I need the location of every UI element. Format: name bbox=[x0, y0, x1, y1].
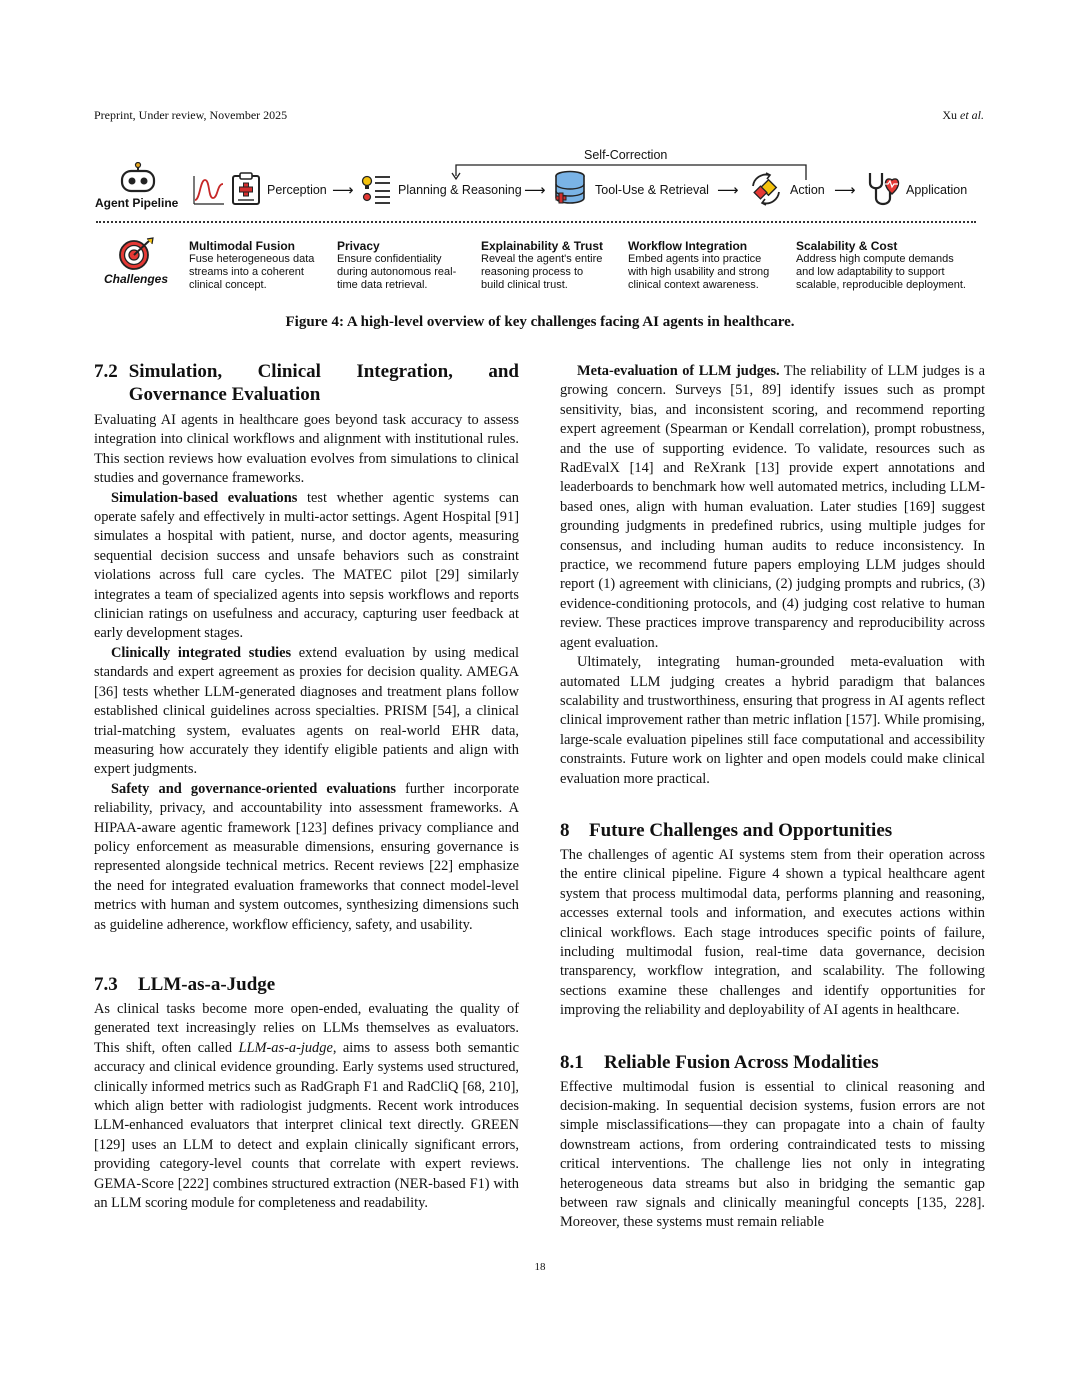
paragraph: The challenges of agentic AI systems stem from their operation across the entire clinical pipeline. Figure 4 shown a typical healthcare agent system that process multimodal data, performs planning and reasoning, accesses external tools and information, and executes actions within clinical workflows. Each stage introduces specific points of failure, including multimodal fusion, real-time data governance, decision transparency, workflow integration, and scalability. The following sections examine these challenges and identify opportunities for improving the reliability and deployability of AI agents in healthcare. bbox=[560, 846, 985, 1019]
paragraph bbox=[94, 644, 519, 780]
self-correction-label: Self-Correction bbox=[584, 148, 668, 162]
challenge-line: time data retrieval. bbox=[337, 279, 428, 291]
arrow-right-icon: ⟶ bbox=[524, 182, 546, 199]
challenge-line: reasoning process to bbox=[481, 266, 584, 278]
robot-icon bbox=[119, 162, 157, 194]
section-number: 8 bbox=[560, 819, 570, 841]
paragraph-body: As clinical tasks become more open-ended, evaluating the quality of generated text increasingly relies on LLMs themselves as evaluators. This shift, often called bbox=[94, 1000, 519, 1056]
waveform-icon bbox=[192, 174, 226, 206]
challenge-title: Scalability & Cost bbox=[796, 239, 898, 253]
section-title: LLM-as-a-Judge bbox=[138, 973, 276, 995]
challenge-title: Multimodal Fusion bbox=[189, 239, 295, 253]
paragraph bbox=[94, 1000, 519, 1213]
section-heading-7-3 bbox=[94, 973, 519, 996]
stethoscope-icon bbox=[866, 170, 904, 208]
stage-tool-use-retrieval: Tool-Use & Retrieval bbox=[595, 183, 709, 197]
stage-application: Application bbox=[906, 183, 968, 197]
challenge-title: Privacy bbox=[337, 239, 380, 253]
section-title: Future Challenges and Opportunities bbox=[589, 819, 893, 841]
paragraph-body: test whether agentic systems can operate safely and effectively in multi-actor settings. Agent Hospital [91] simulates a hospital with patient, nurse, and doctor agents, measuring sequential decision success and unsafe behaviors such as constraint violations across full care cycles. The MATEC pilot [29] similarly integrates a team of specialized agents into sepsis workflows and reports clinician ratings on usefulness and accuracy, capturing user feedback at early development stages. bbox=[94, 489, 519, 642]
challenge-scalability-cost bbox=[796, 239, 966, 292]
challenge-line: clinical context awareness. bbox=[628, 279, 759, 291]
challenge-privacy bbox=[337, 239, 456, 292]
section-heading-8 bbox=[560, 819, 985, 842]
action-icon bbox=[749, 172, 783, 206]
paragraph: Evaluating AI agents in healthcare goes beyond task accuracy to assess integration into clinical workflows and alignment with institutional rules. This section reviews how evaluation evolves from simulations to clinical studies and governance frameworks. bbox=[94, 412, 519, 487]
planning-icon bbox=[360, 172, 392, 206]
stage-perception: Perception bbox=[267, 183, 327, 197]
figure-caption: Figure 4: A high-level overview of key challenges facing AI agents in healthcare. bbox=[285, 314, 795, 330]
running-header-left: Preprint, Under review, November 2025 bbox=[94, 108, 288, 122]
arrow-right-icon: ⟶ bbox=[332, 182, 354, 199]
paragraph-body: The reliability of LLM judges is a growing concern. Surveys [51, 89] identify issues such as prompt sensitivity, bias, and inconsistent scoring, and recommend reporting expert agreement (Spearman or Kendall correlation), prompt robustness, and the use of supporting evidence. To validate, resources such as RadEvalX [14] and ReXrank [13] provide expert annotations and leaderboards to benchmark how well automated metrics, including LLM-based ones, align with human evaluation. Later studies [169] suggest grounding judgments in predefined rubrics, using multiple judges for consensus, and including human audits to reduce inconsistency. In practice, we recommend future papers employing LLM judges should report (1) agreement with clinicians, (2) judging prompts and rubrics, (3) evidence-conditioning protocols, and (4) judging cost relative to human review. These practices improve transparency and reproducibility across agent evaluation. bbox=[560, 363, 985, 651]
section-heading-7-2 bbox=[94, 360, 519, 406]
figure-divider bbox=[96, 221, 976, 223]
paragraph-lead: Clinically integrated studies bbox=[111, 644, 292, 661]
section-number: 7.3 bbox=[94, 973, 118, 995]
challenges-label: Challenges bbox=[104, 272, 169, 286]
challenge-line: scalable, reproducible deployment. bbox=[796, 279, 966, 291]
author-etal: et al. bbox=[960, 108, 984, 122]
agent-pipeline-label: Agent Pipeline bbox=[95, 196, 179, 210]
paragraph-lead: Simulation-based evaluations bbox=[111, 489, 298, 506]
right-column bbox=[560, 362, 985, 1233]
paragraph bbox=[94, 780, 519, 935]
paragraph-body: , aims to assess both semantic accuracy and clinical evidence grounding. Early systems used structured, clinically informed metrics such as RadGraph F1 and RadCliQ [68, 210], which align better with radiologist judgments. Recent work introduces LLM-enhanced evaluators that interpret clinical text directly. GREEN [129] uses an LLM to detect and explain clinically significant errors, providing category-level counts that correlate with expert reviews. GEMA-Score [222] combines structured extraction (NER-based F1) with an LLM scoring module for completeness and readability. bbox=[94, 1039, 519, 1212]
challenge-line: Fuse heterogeneous data bbox=[189, 253, 315, 265]
section-number: 7.2 bbox=[94, 361, 118, 382]
challenge-line: during autonomous real- bbox=[337, 266, 457, 278]
challenge-line: clinical concept. bbox=[189, 279, 267, 291]
paragraph-emphasis: LLM-as-a-judge bbox=[238, 1039, 333, 1056]
paragraph-body: extend evaluation by using medical standards and expert agreement as proxies for decision quality. AMEGA [36] tests whether LLM-generated diagnoses and treatment plans follow established clinical guidelines across specialties. PRISM [54], a clinical trial-matching system, evaluates agents on real-world EHR data, measuring how accurately they identify eligible patients and align with expert judgments. bbox=[94, 644, 519, 778]
paragraph-lead: Safety and governance-oriented evaluations bbox=[111, 780, 396, 797]
database-icon bbox=[554, 170, 590, 208]
paragraph: Ultimately, integrating human-grounded meta-evaluation with automated LLM judging creates a hybrid paradigm that balances scalability and trustworthiness, ensuring that progress in AI agents reflect clinical improvement rather than metric inflation [157]. While promising, large-scale evaluation pipelines still face computational and accessibility constraints. Future work on lighter and open models could make clinical evaluation more practical. bbox=[560, 654, 985, 787]
page-number: 18 bbox=[534, 1261, 546, 1273]
medical-record-icon bbox=[231, 172, 261, 206]
challenge-line: Embed agents into practice bbox=[628, 253, 762, 265]
challenge-line: streams into a coherent bbox=[189, 266, 304, 278]
challenge-line: with high usability and strong bbox=[628, 266, 770, 278]
left-column bbox=[94, 360, 519, 1213]
challenge-line: Address high compute demands bbox=[796, 253, 954, 265]
paragraph bbox=[560, 362, 985, 653]
paragraph-lead: Meta-evaluation of LLM judges. bbox=[577, 363, 780, 379]
challenge-title: Workflow Integration bbox=[628, 239, 748, 253]
challenge-line: Ensure confidentiality bbox=[337, 253, 442, 265]
challenge-title: Explainability & Trust bbox=[481, 239, 604, 253]
stage-action: Action bbox=[790, 183, 825, 197]
challenge-line: Reveal the agent's entire bbox=[481, 253, 603, 265]
stage-planning-reasoning: Planning & Reasoning bbox=[398, 183, 522, 197]
section-number: 8.1 bbox=[560, 1051, 584, 1073]
paragraph bbox=[94, 489, 519, 644]
challenge-line: build clinical trust. bbox=[481, 279, 568, 291]
arrow-right-icon: ⟶ bbox=[834, 182, 856, 199]
paragraph-body: further incorporate reliability, privacy, and accountability into assessment frameworks. A HIPAA-aware agentic framework [123] defines privacy compliance and policy enforcement as measurable dimensions, ensuring governance is represented alongside technical metrics. Recent reviews [22] emphasize the need for integrated evaluation frameworks that connect model-level metrics with human and system outcomes, synthesizing dimensions such as guideline adherence, workflow efficiency, safety, and usability. bbox=[94, 780, 519, 933]
running-header-right bbox=[942, 108, 984, 123]
paragraph: Effective multimodal fusion is essential to clinical reasoning and decision-making. In sequential decision systems, fusion errors are not simple misclassifications—they can propagate into a chain of faulty downstream actions, from ordering contraindicated tests to missing critical interventions. The challenge lies not only in integrating heterogeneous data streams but also in bridging the semantic gap between raw signals and clinically meaningful concepts [135, 228]. Moreover, these systems must remain reliable bbox=[560, 1078, 985, 1231]
section-heading-8-1 bbox=[560, 1051, 985, 1074]
challenge-multimodal-fusion bbox=[189, 239, 314, 292]
section-title: Reliable Fusion Across Modalities bbox=[604, 1051, 879, 1073]
section-title: Simulation, Clinical Integration, and Governance Evaluation bbox=[128, 361, 519, 405]
challenge-explainability-trust bbox=[481, 239, 603, 292]
arrow-right-icon: ⟶ bbox=[717, 182, 739, 199]
challenge-line: and low adaptability to support bbox=[796, 266, 945, 278]
author-name: Xu bbox=[942, 108, 957, 122]
target-icon bbox=[118, 237, 156, 271]
challenge-workflow-integration bbox=[628, 239, 769, 292]
